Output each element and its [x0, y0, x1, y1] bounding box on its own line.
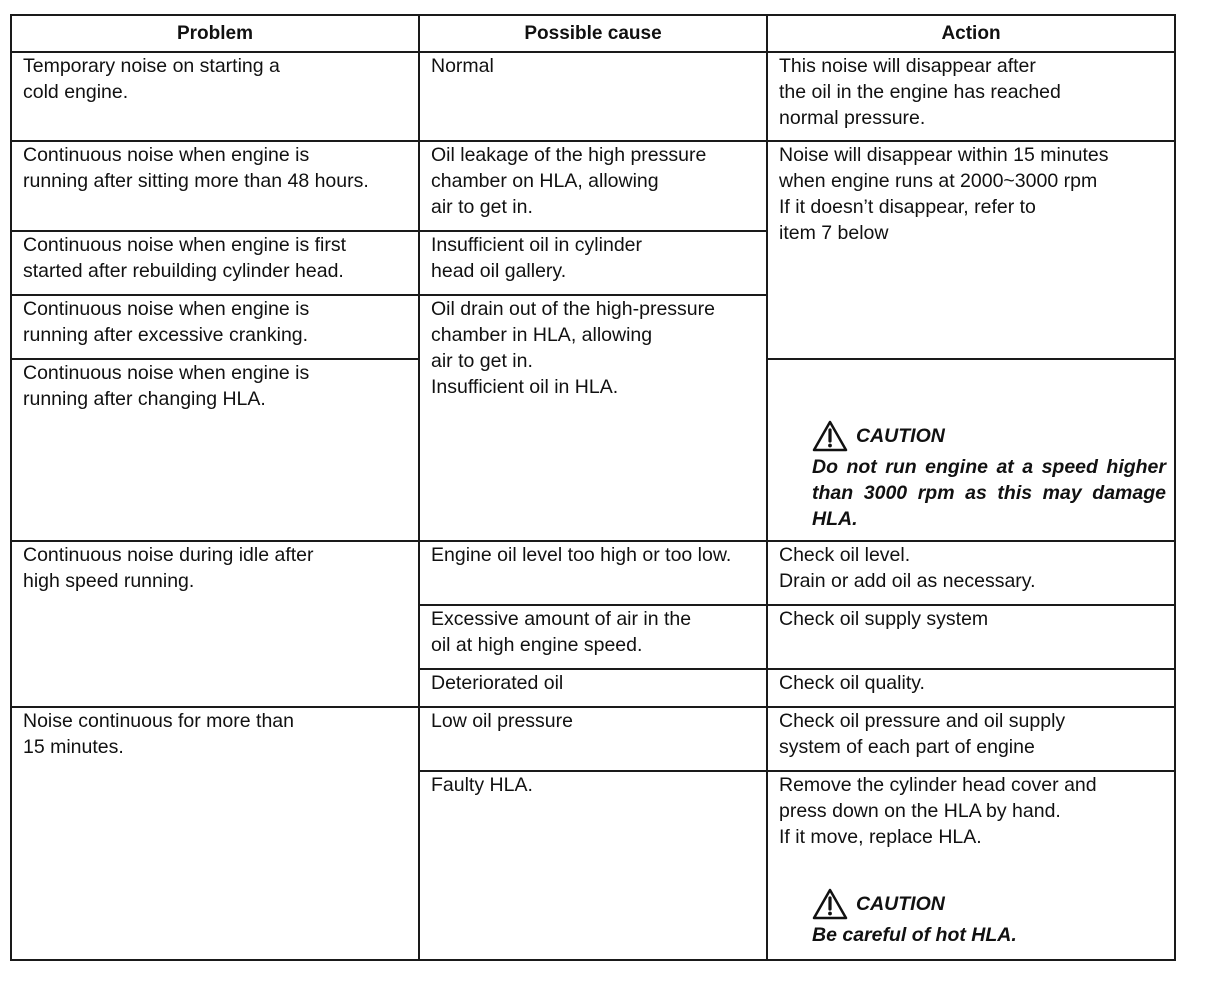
- cause-cell: [419, 52, 767, 141]
- table-row: [11, 707, 1175, 771]
- problem-text: Continuous noise when engine is running after changing HLA.: [23, 362, 310, 410]
- header-cause: Possible cause: [419, 15, 767, 52]
- problem-cell: [11, 541, 419, 707]
- caution-block: [812, 418, 1166, 532]
- table-row: [11, 141, 1175, 231]
- problem-cell: [11, 52, 419, 141]
- cause-cell: [419, 295, 767, 541]
- table-row: [11, 541, 1175, 605]
- cause-text: Engine oil level too high or too low.: [431, 544, 732, 566]
- warning-triangle-icon: [812, 420, 848, 452]
- header-action: Action: [767, 15, 1175, 52]
- action-text: Remove the cylinder head cover and press down on the HLA by hand. If it move, replace HLA.: [779, 774, 1097, 848]
- problem-cell: [11, 295, 419, 359]
- action-text: Check oil pressure and oil supply system of each part of engine: [779, 710, 1066, 758]
- action-cell: [767, 669, 1175, 707]
- problem-text: Continuous noise during idle after high speed running.: [23, 544, 314, 592]
- cause-text: Insufficient oil in cylinder head oil gallery.: [431, 234, 642, 282]
- problem-text: Noise continuous for more than 15 minutes.: [23, 710, 294, 758]
- cause-cell: [419, 605, 767, 669]
- caution-text: Be careful of hot HLA.: [812, 924, 1017, 946]
- cause-cell: [419, 771, 767, 960]
- problem-text: Continuous noise when engine is running after sitting more than 48 hours.: [23, 144, 369, 192]
- caution-label: CAUTION: [856, 893, 945, 915]
- problem-text: Continuous noise when engine is running after excessive cranking.: [23, 298, 310, 346]
- action-cell: [767, 541, 1175, 605]
- problem-text: Temporary noise on starting a cold engine.: [23, 55, 280, 103]
- cause-text: Normal: [431, 55, 494, 77]
- cause-cell: [419, 707, 767, 771]
- caution-label: CAUTION: [856, 425, 945, 447]
- cause-cell: [419, 231, 767, 295]
- action-text: Check oil level. Drain or add oil as necessary.: [779, 544, 1036, 592]
- caution-heading: [812, 418, 1166, 454]
- cause-text: Deteriorated oil: [431, 672, 564, 694]
- action-cell: [767, 141, 1175, 359]
- action-text: Check oil quality.: [779, 672, 925, 694]
- action-text: This noise will disappear after the oil in the engine has reached normal pressure.: [779, 55, 1061, 129]
- cause-text: Oil leakage of the high pressure chamber on HLA, allowing air to get in.: [431, 144, 707, 218]
- caution-text: Do not run engine at a speed higher than 3000 rpm as this may damage HLA.: [812, 456, 1166, 530]
- header-row: [11, 15, 1175, 52]
- action-text: Noise will disappear within 15 minutes when engine runs at 2000~3000 rpm If it doesn’t disappear, refer to item 7 below: [779, 144, 1109, 244]
- action-text: Check oil supply system: [779, 608, 989, 630]
- action-cell: [767, 707, 1175, 771]
- cause-cell: [419, 141, 767, 231]
- table-row: [11, 52, 1175, 141]
- cause-text: Low oil pressure: [431, 710, 573, 732]
- action-cell: [767, 359, 1175, 541]
- cause-cell: [419, 669, 767, 707]
- problem-text: Continuous noise when engine is first started after rebuilding cylinder head.: [23, 234, 347, 282]
- cause-cell: [419, 541, 767, 605]
- warning-triangle-icon: [812, 888, 848, 920]
- caution-block: [812, 886, 1166, 948]
- header-problem: Problem: [11, 15, 419, 52]
- action-cell: [767, 605, 1175, 669]
- troubleshooting-table: [10, 14, 1176, 961]
- cause-text: Excessive amount of air in the oil at high engine speed.: [431, 608, 692, 656]
- problem-cell: [11, 231, 419, 295]
- cause-text: Faulty HLA.: [431, 774, 533, 796]
- caution-heading: [812, 886, 1166, 922]
- problem-cell: [11, 359, 419, 541]
- problem-cell: [11, 707, 419, 960]
- action-cell: [767, 771, 1175, 960]
- problem-cell: [11, 141, 419, 231]
- cause-text: Oil drain out of the high-pressure chamber in HLA, allowing air to get in. Insufficient oil in HLA.: [431, 298, 715, 398]
- action-cell: [767, 52, 1175, 141]
